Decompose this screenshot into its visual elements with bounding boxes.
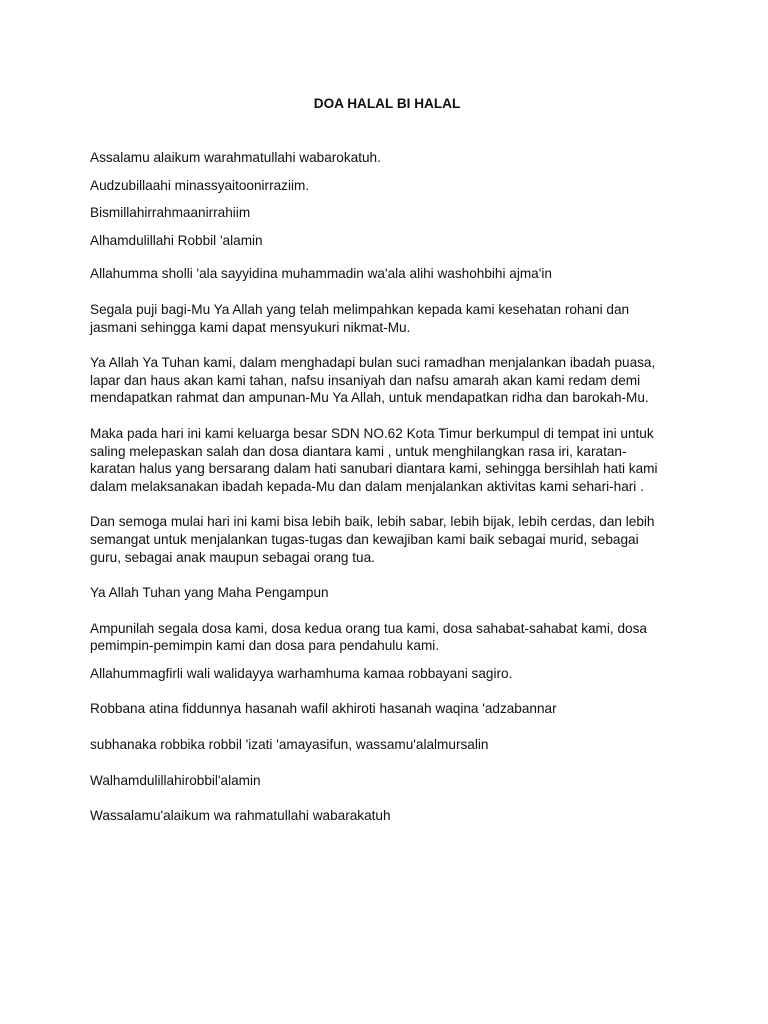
paragraph-parents-prayer: Allahummagfirli wali walidayya warhamhuma kamaa robbayani sagiro. xyxy=(90,665,513,681)
paragraph-hamdalah: Alhamdulillahi Robbil 'alamin xyxy=(90,232,263,248)
paragraph-closing-greeting: Wassalamu'alaikum wa rahmatullahi wabarakatuh xyxy=(90,808,391,824)
paragraph-basmalah: Bismillahirrahmaanirrahiim xyxy=(90,205,251,221)
paragraph-greeting: Assalamu alaikum warahmatullahi wabarokatuh. xyxy=(90,150,381,165)
paragraph-taawudz: Audzubillaahi minassyaitoonirraziim. xyxy=(90,177,310,193)
paragraph-hope: Dan semoga mulai hari ini kami bisa lebih baik, lebih sabar, lebih bijak, lebih cerdas, dan lebih semangat untuk menjalankan tugas-tugas dan kewajiban kami baik sebagai murid, sebagai guru, sebagai anak maupun sebagai orang tua. xyxy=(90,514,655,565)
paragraph-gathering: Maka pada hari ini kami keluarga besar SDN NO.62 Kota Timur berkumpul di tempat ini untuk saling melepaskan salah dan dosa diantara kami , untuk menghilangkan rasa iri, karatan- karatan halus yang bersarang dalam hati sanubari diantara kami, sehingga bersihlah hati kami dalam melaksanakan ibadah kepada-Mu dan dalam menjalankan aktivitas kami sehari-hari . xyxy=(90,425,658,494)
paragraph-sholawat: Allahumma sholli 'ala sayyidina muhammadin wa'ala alihi washohbihi ajma'in xyxy=(90,266,552,282)
paragraph-pengampun: Ya Allah Tuhan yang Maha Pengampun xyxy=(90,585,329,601)
paragraph-forgiveness: Ampunilah segala dosa kami, dosa kedua orang tua kami, dosa sahabat-sahabat kami, dosa pemimpin-pemimpin kami dan dosa para pendahulu kami. xyxy=(90,620,647,654)
paragraph-robbana: Robbana atina fiddunnya hasanah wafil akhiroti hasanah waqina 'adzabannar xyxy=(90,701,557,717)
document-title: DOA HALAL BI HALAL xyxy=(313,96,461,111)
paragraph-praise: Segala puji bagi-Mu Ya Allah yang telah melimpahkan kepada kami kesehatan rohani dan jasmani sehingga kami dapat mensyukuri nikmat-Mu. xyxy=(90,301,630,335)
paragraph-walhamdulillah: Walhamdulillahirobbil'alamin xyxy=(90,772,261,788)
paragraph-ramadhan: Ya Allah Ya Tuhan kami, dalam menghadapi bulan suci ramadhan menjalankan ibadah puasa, lapar dan haus akan kami tahan, nafsu insaniyah dan nafsu amarah akan kami redam demi mendapatkan rahmat dan ampunan-Mu Ya Allah, untuk mendapatkan ridha dan barokah-Mu. xyxy=(90,355,656,406)
document-body xyxy=(90,95,680,825)
paragraph-subhanaka: subhanaka robbika robbil 'izati 'amayasifun, wassamu'alalmursalin xyxy=(90,737,489,753)
